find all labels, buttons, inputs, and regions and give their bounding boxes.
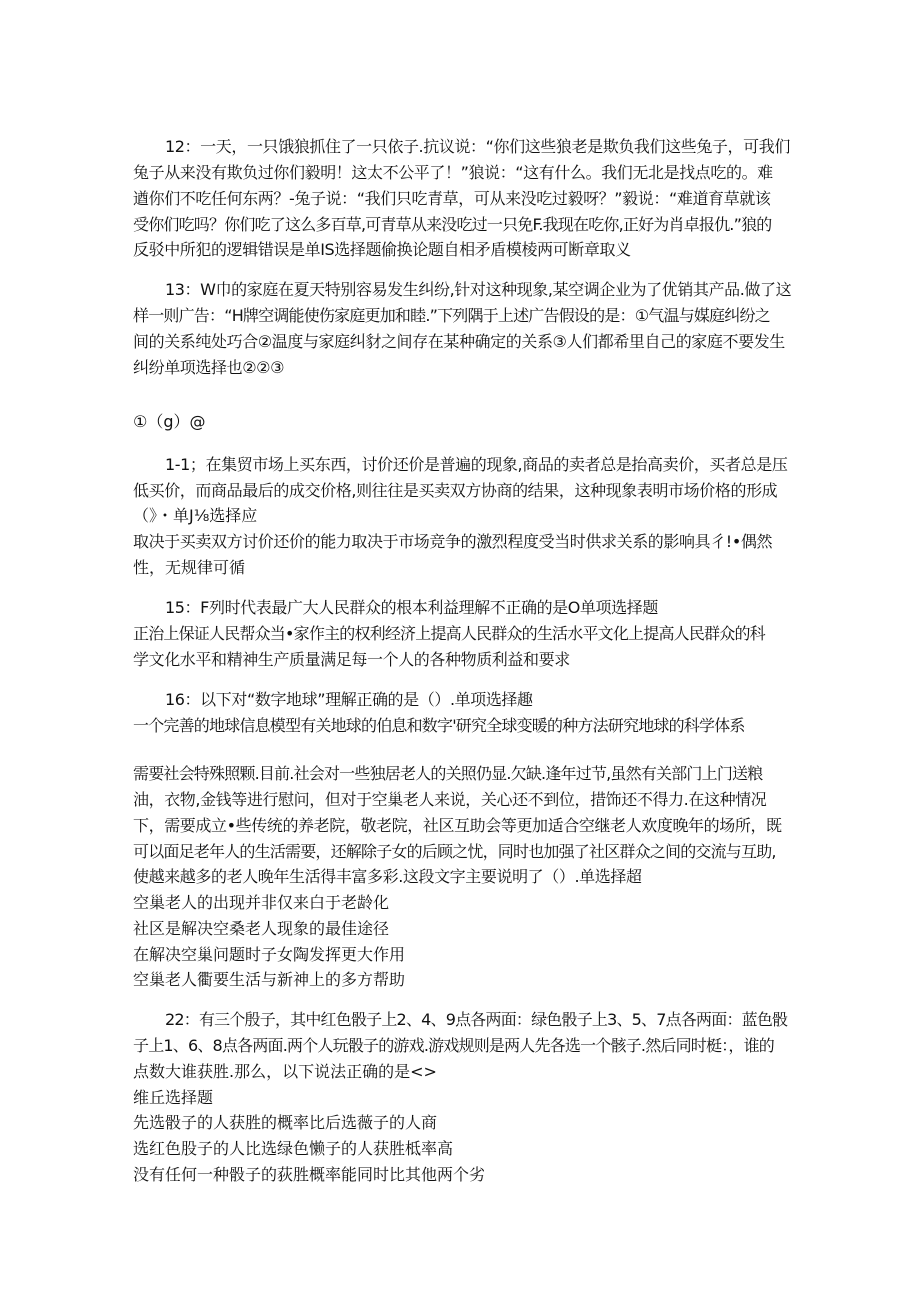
paragraph-line: 油，衣物,金钱等进行慰问，但对于空巢老人来说，关心还不到位，措饰还不得力.在这种情况 — [133, 790, 767, 809]
paragraph-line: （》・单J⅛选择应 — [133, 506, 258, 525]
paragraph-line: 使越来越多的老人晚年生活得丰富多彩.这段文字主要说明了（）.单选择超 — [133, 867, 642, 886]
paragraph-line: 下，需要成立•些传统的养老院，敬老院，社区互助会等更加适合空继老人欢度晚年的场所，既 — [133, 816, 782, 835]
paragraph-line: 取决于买卖双方讨价还价的能力取决于市场竞争的激烈程度受当时供求关系的影响具彳!•偶然 — [133, 532, 773, 551]
paragraph-line: 16：以下对“数字地球”理解正确的是（）.单项选择趣 — [165, 690, 533, 709]
paragraph-line: 点数大谁获胜.那么，以下说法正确的是<> — [133, 1062, 437, 1081]
paragraph-line: 22：有三个殷子，其中红色骰子上2、4、9点各两面：绿色骰子上3、5、7点各两面：蓝色骰 — [165, 1010, 788, 1029]
paragraph-line: 样一则广告：“H牌空调能使伤家庭更加和睦.”下列隅于上述广告假设的是：①气温与媒庭纠纷之 — [133, 306, 770, 325]
option-line: 没有任何一种骰子的荻胜概率能同时比其他两个劣 — [133, 1165, 486, 1184]
option-line: 先选骰子的人获胜的概率比后选薇子的人商 — [133, 1113, 438, 1132]
paragraph-line: 纠纷单项选择也②②③ — [133, 358, 285, 377]
paragraph-line: 兔子从来没有欺负过你们毅明！这太不公平了！”狼说：“这有什么。我们无北是找点吃的。难 — [133, 163, 773, 182]
paragraph-line: 1-1；在集贸市场上买东西，讨价还价是普遍的现象,商品的卖者总是抬高卖价，买者总是压 — [165, 455, 788, 474]
paragraph-line: 受你们吃吗？你们吃了这么多百草,可青草从来没吃过一只免F.我现在吃你,正好为肖卓报仇.”狼的 — [133, 215, 772, 234]
option-line: 空巢老人衢要生活与新神上的多方帮助 — [133, 970, 406, 989]
option-line: 空巢老人的出现并非仅来白于老龄化 — [133, 893, 390, 912]
paragraph-line: 需要社会特殊照颗.目前.社会对一些独居老人的关照仍显.欠缺.逢年过节,虽然有关部门上门送粮 — [133, 764, 763, 783]
paragraph-line: 子上1、6、8点各两面.两个人玩骰子的游戏.游戏规则是两人先各选一个骸子.然后同时梃：，谁的 — [133, 1036, 774, 1055]
paragraph-line: 学文化水平和精神生产质量满足每一个人的各种物质利益和要求 — [133, 650, 570, 669]
paragraph-line: 反驳中所犯的逻辑错误是单IS选择题偷换论题自相矛盾模棱两可断章取义 — [133, 240, 631, 259]
paragraph-line: 13：W巾的家庭在夏天特别容易发生纠纷,针对这种现象,某空调企业为了优销其产品.做了这 — [165, 280, 792, 299]
option-line: 在解决空巢问题时子女陶发挥更大作用 — [133, 945, 406, 964]
answer-marks: ①（g）@ — [133, 412, 206, 431]
paragraph-line: 12：一天，一只饿狼抓住了一只依子.抗议说：“你们这些狼老是欺负我们这些兔子，可我们 — [165, 137, 790, 156]
option-line: 选红色股子的人比选绿色懒子的人获胜柢率高 — [133, 1139, 454, 1158]
paragraph-line: 低买价，而商品最后的成交价格,则往往是买卖双方协商的结果，这种现象表明市场价格的形成 — [133, 481, 778, 500]
paragraph-line: 间的关系纯处巧合②温度与家庭纠豺之间存在某种确定的关系③人们都希里自己的家庭不要发生 — [133, 332, 785, 351]
question-type-label: 维丘选择题 — [133, 1088, 214, 1107]
paragraph-line: 可以面足老年人的生活需要，还解除子女的后顾之忧，同时也加强了社区群众之间的交流与互助, — [133, 842, 776, 861]
paragraph-line: 15：F列时代表最广大人民群众的根本利益理解不正确的是O单项选择题 — [165, 598, 658, 617]
paragraph-line: 一个完善的地球信息模型有关地球的伯息和数字'研究全球变暖的种方法研究地球的科学体系 — [133, 716, 745, 735]
paragraph-line: 性，无规律可循 — [133, 558, 246, 577]
paragraph-line: 正治上保证人民帮众当•家作主的权利经济上提高人民群众的生活水平文化上提高人民群众的科 — [133, 624, 765, 643]
option-line: 社区是解决空桑老人现象的最佳途径 — [133, 919, 390, 938]
paragraph-line: 遒你们不吃任何东两？-兔子说：“我们只吃青草，可从来没吃过毅呀？”毅说：“难道育草就该 — [133, 189, 771, 208]
